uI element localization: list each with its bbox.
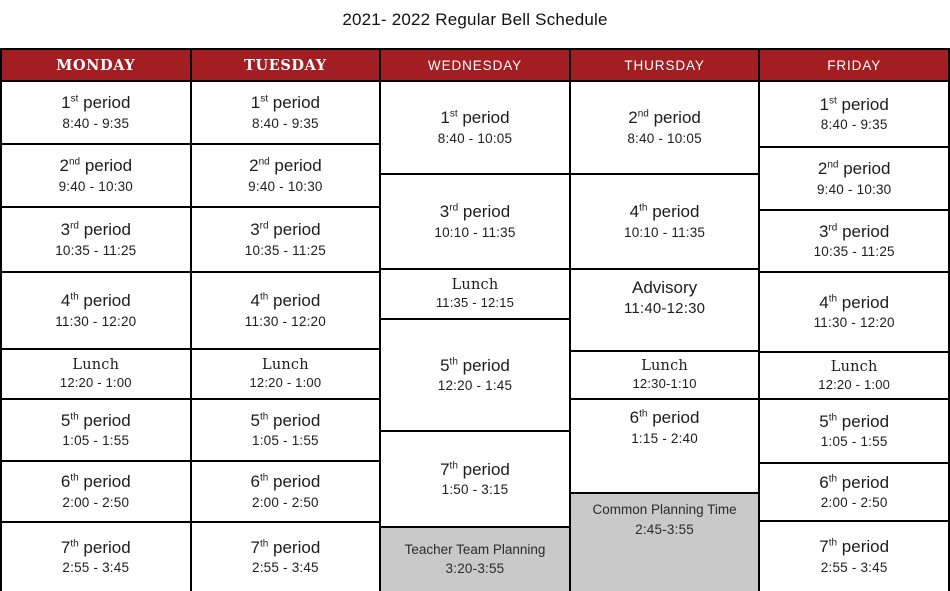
cell-time: 12:20 - 1:45: [437, 378, 513, 394]
cell-title: 3rd period: [818, 221, 890, 241]
cell-time: 10:10 - 11:35: [623, 224, 706, 240]
cell-title: 2nd period: [628, 108, 701, 128]
cell-title: Lunch: [72, 357, 120, 374]
cell-time: 11:30 - 12:20: [813, 315, 895, 331]
cell-time: 2:45-3:55: [635, 521, 694, 537]
cell-title: 2nd period: [59, 156, 133, 176]
cell-title: 6th period: [250, 472, 321, 492]
cell-title: 6th period: [819, 472, 890, 492]
tuesday-lunch: [192, 350, 380, 400]
cell-title: 4th period: [629, 202, 700, 222]
cell-title: 1st period: [440, 108, 510, 128]
cell-time: 3:20-3:55: [445, 561, 505, 577]
cell-time: 1:15 - 2:40: [631, 430, 698, 446]
cell-time: 11:30 - 12:20: [244, 313, 326, 329]
cell-time: 9:40 - 10:30: [816, 181, 892, 197]
monday-1st-period: [2, 82, 190, 145]
cell-title: 5th period: [60, 410, 131, 430]
column-wednesday: [381, 50, 571, 591]
cell-time: 8:40 - 9:35: [820, 117, 888, 133]
cell-title: 5th period: [440, 355, 510, 375]
cell-title: Lunch: [262, 357, 309, 374]
cell-time: 10:35 - 11:25: [244, 242, 326, 258]
page-title: 2021- 2022 Regular Bell Schedule: [342, 10, 608, 29]
header-tuesday: TUESDAY: [192, 50, 380, 82]
monday-6th-period: [2, 462, 190, 523]
cell-title: 1st period: [250, 93, 320, 113]
cell-time: 9:40 - 10:30: [248, 178, 323, 194]
friday-lunch: [760, 353, 948, 400]
cell-time: 2:55 - 3:45: [820, 559, 888, 575]
wednesday-teacher-team-planning: [381, 528, 569, 591]
cell-title: Common Planning Time: [592, 502, 737, 517]
cell-time: 1:05 - 1:55: [252, 433, 319, 449]
cell-time: 12:20 - 1:00: [818, 376, 891, 392]
cell-title: 5th period: [250, 410, 321, 430]
thursday-6th-period: [571, 400, 759, 494]
thursday-lunch: [571, 352, 759, 400]
cell-title: 4th period: [60, 291, 131, 311]
cell-title: 3rd period: [60, 220, 131, 240]
cell-title: Advisory: [631, 278, 698, 297]
tuesday-3rd-period: [192, 208, 380, 273]
thursday-advisory: [571, 270, 759, 352]
wednesday-5th-period: [381, 320, 569, 432]
header-monday: MONDAY: [2, 50, 190, 82]
cell-time: 11:30 - 12:20: [55, 313, 137, 329]
cell-time: 1:50 - 3:15: [441, 482, 509, 498]
cell-title: 3rd period: [439, 202, 511, 222]
tuesday-1st-period: [192, 82, 380, 145]
cell-title: Teacher Team Planning: [404, 541, 546, 557]
column-friday: [760, 50, 948, 591]
column-monday: [2, 50, 192, 591]
cell-time: 12:20 - 1:00: [59, 375, 132, 391]
cell-title: 2nd period: [817, 159, 891, 179]
cell-time: 1:05 - 1:55: [62, 433, 130, 449]
cell-title: 7th period: [819, 537, 890, 557]
thursday-4th-period: [571, 175, 759, 270]
cell-title: 7th period: [60, 537, 131, 557]
cell-time: 8:40 - 10:05: [437, 130, 513, 146]
monday-2nd-period: [2, 145, 190, 208]
cell-time: 2:00 - 2:50: [820, 495, 888, 511]
cell-title: 5th period: [819, 411, 890, 431]
schedule-table: [0, 48, 950, 591]
cell-time: 10:35 - 11:25: [55, 242, 137, 258]
cell-time: 2:00 - 2:50: [252, 494, 319, 510]
cell-title: 1st period: [819, 94, 889, 114]
cell-title: 3rd period: [250, 220, 321, 240]
cell-time: 2:55 - 3:45: [62, 560, 130, 576]
friday-4th-period: [760, 273, 948, 353]
column-tuesday: [192, 50, 382, 591]
cell-time: 10:35 - 11:25: [813, 244, 895, 260]
tuesday-5th-period: [192, 400, 380, 462]
cell-time: 12:20 - 1:00: [249, 375, 322, 391]
cell-title: 7th period: [250, 537, 321, 557]
cell-time: 8:40 - 10:05: [627, 130, 702, 146]
cell-time: 8:40 - 9:35: [62, 115, 130, 131]
monday-3rd-period: [2, 208, 190, 273]
monday-7th-period: [2, 523, 190, 591]
wednesday-1st-period: [381, 82, 569, 175]
cell-title: 6th period: [60, 472, 131, 492]
cell-title: 4th period: [250, 291, 321, 311]
cell-title: 4th period: [819, 292, 890, 312]
friday-3rd-period: [760, 211, 948, 273]
thursday-common-planning-time: [571, 494, 759, 591]
cell-title: Lunch: [451, 277, 499, 294]
wednesday-3rd-period: [381, 175, 569, 270]
cell-time: 8:40 - 9:35: [252, 115, 319, 131]
cell-time: 1:05 - 1:55: [820, 434, 888, 450]
monday-5th-period: [2, 400, 190, 462]
cell-title: 7th period: [440, 459, 510, 479]
tuesday-7th-period: [192, 523, 380, 591]
cell-time: 11:35 - 12:15: [435, 295, 515, 311]
cell-title: 6th period: [629, 408, 700, 427]
monday-4th-period: [2, 273, 190, 350]
tuesday-4th-period: [192, 273, 380, 350]
tuesday-6th-period: [192, 462, 380, 523]
header-thursday: THURSDAY: [571, 50, 759, 82]
wednesday-lunch: [381, 270, 569, 320]
cell-title: 2nd period: [249, 156, 322, 176]
thursday-2nd-period: [571, 82, 759, 175]
cell-time: 2:00 - 2:50: [62, 494, 130, 510]
cell-title: Lunch: [830, 358, 878, 375]
cell-title: 1st period: [61, 93, 131, 113]
cell-time: 9:40 - 10:30: [58, 178, 134, 194]
cell-title: Lunch: [641, 358, 688, 375]
header-friday: FRIDAY: [760, 50, 948, 82]
friday-6th-period: [760, 464, 948, 522]
friday-7th-period: [760, 522, 948, 591]
tuesday-2nd-period: [192, 145, 380, 208]
cell-time: 2:55 - 3:45: [252, 560, 319, 576]
monday-lunch: [2, 350, 190, 400]
cell-time: 10:10 - 11:35: [434, 224, 516, 240]
friday-2nd-period: [760, 148, 948, 211]
friday-5th-period: [760, 400, 948, 464]
cell-time: 11:40-12:30: [624, 299, 706, 317]
header-wednesday: WEDNESDAY: [381, 50, 569, 82]
wednesday-7th-period: [381, 432, 569, 528]
friday-1st-period: [760, 82, 948, 148]
cell-time: 12:30-1:10: [632, 376, 697, 392]
column-thursday: [571, 50, 761, 591]
